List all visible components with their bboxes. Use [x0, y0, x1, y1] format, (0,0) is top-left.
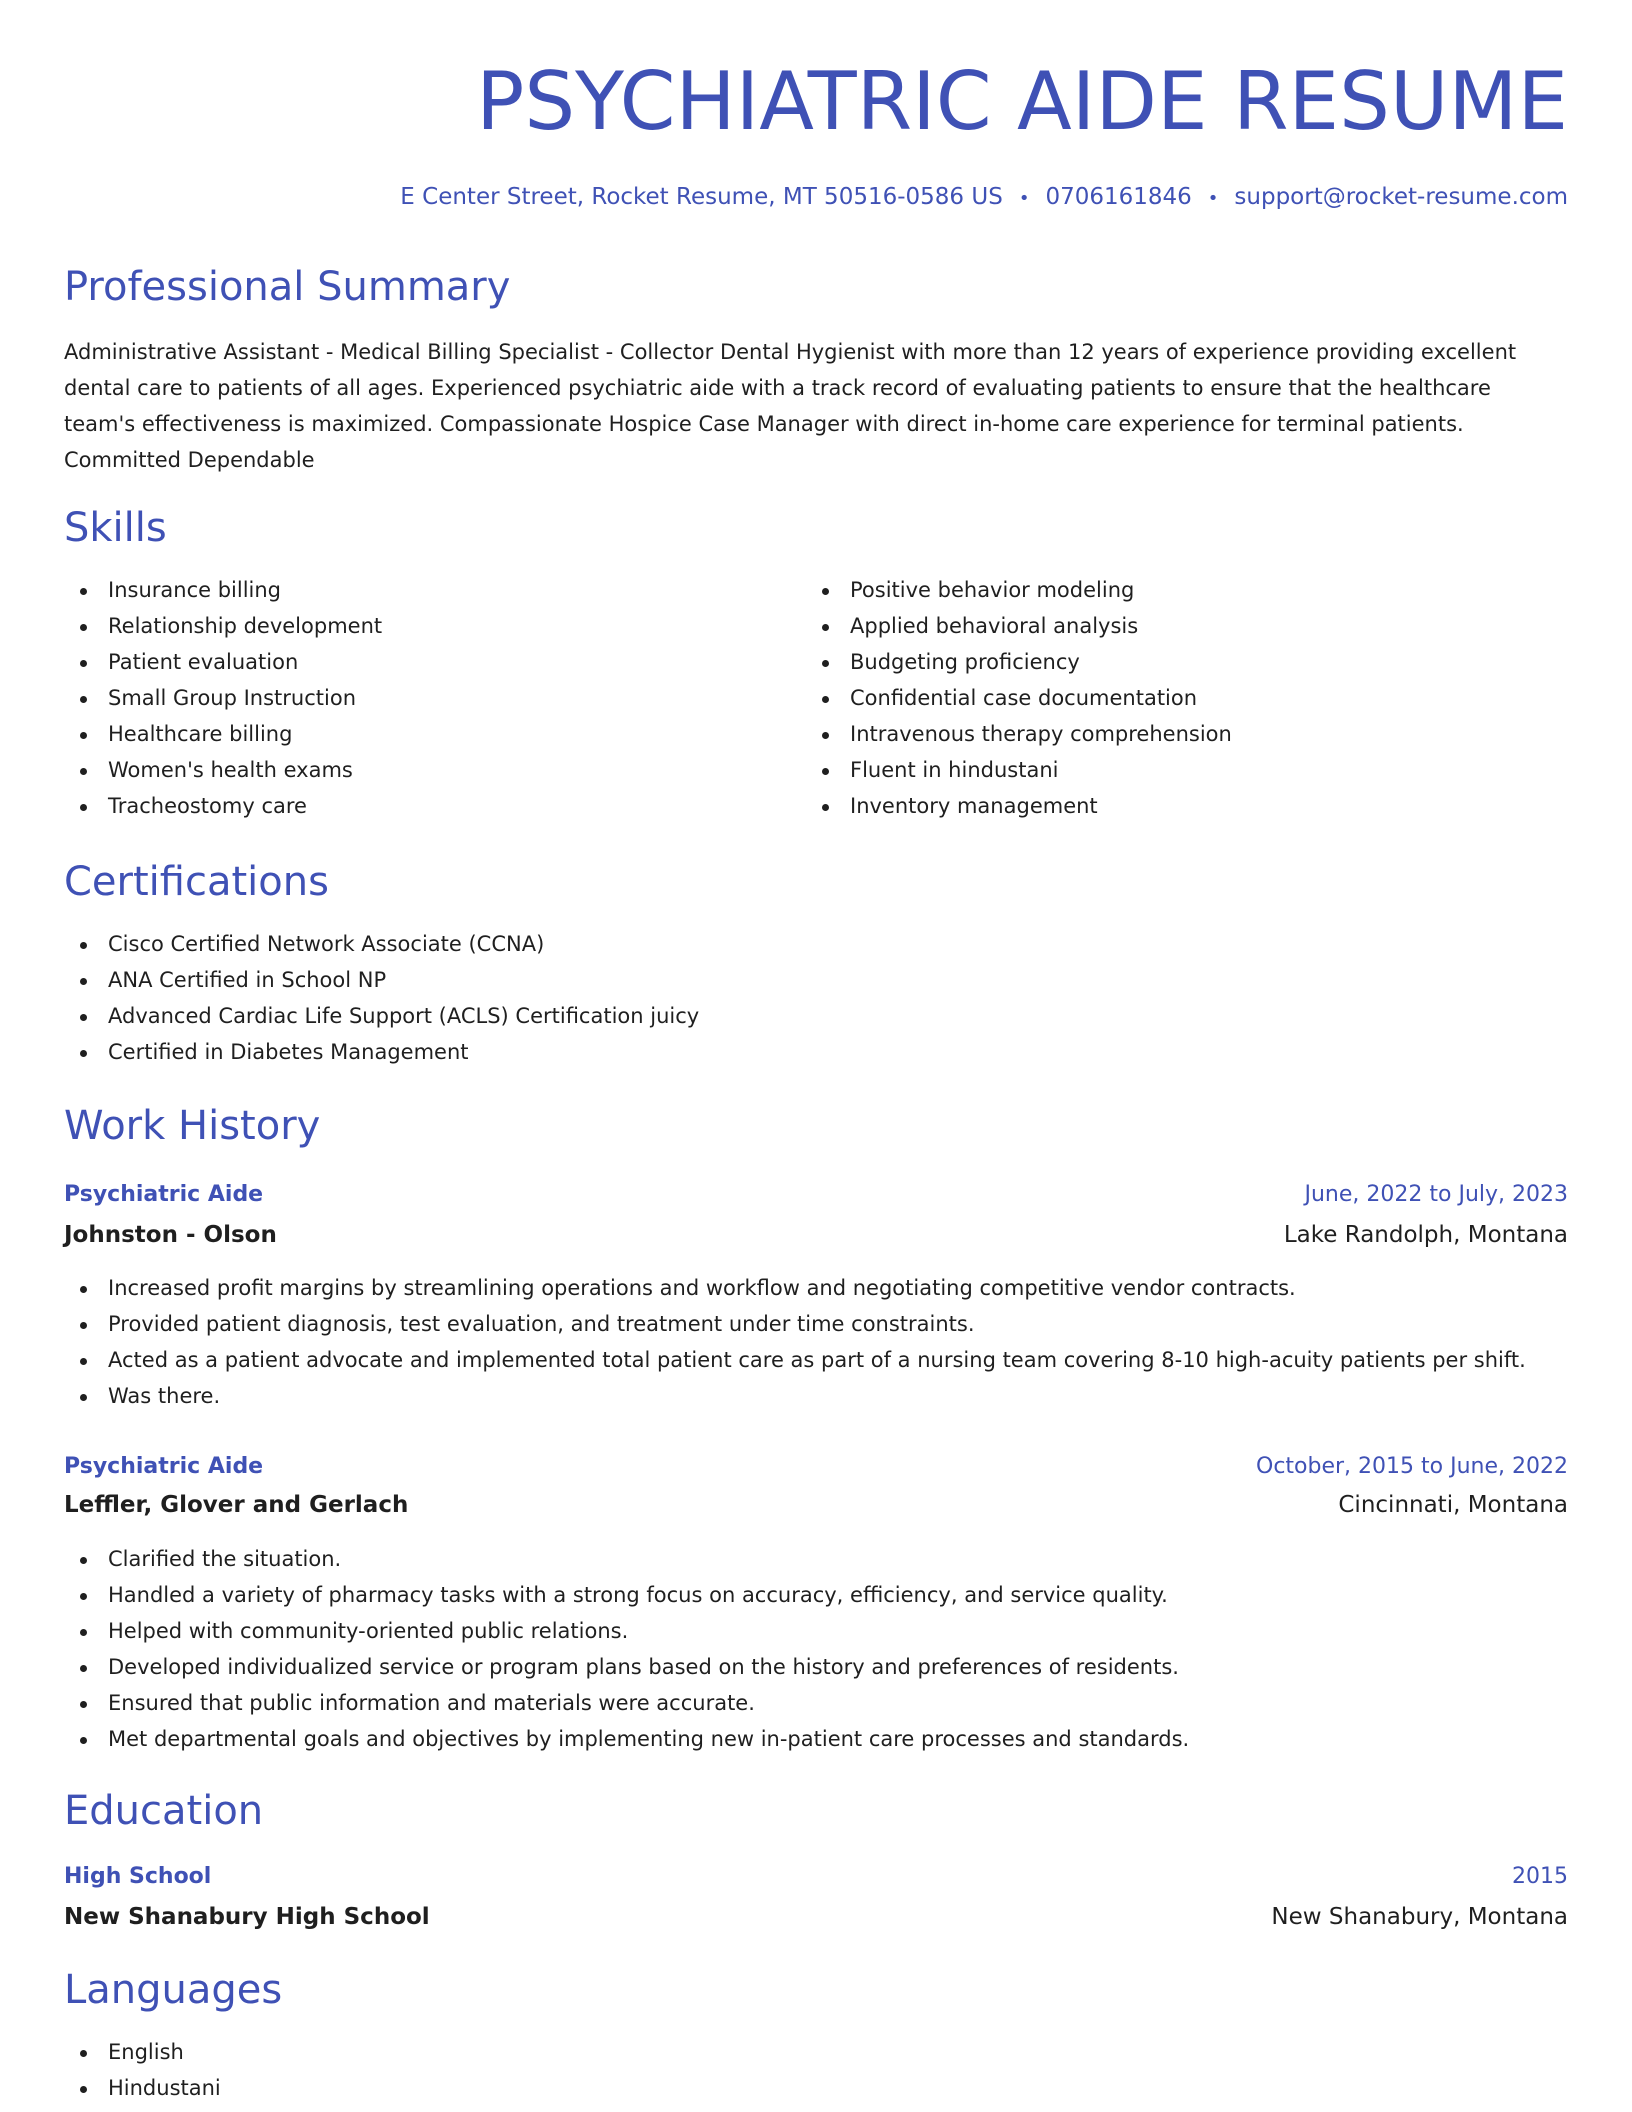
- certifications-list: [64, 926, 699, 1070]
- job-2-employer: [64, 1487, 1568, 1523]
- list-item: Inventory management: [806, 788, 1232, 824]
- certifications-heading: Certifications: [64, 859, 329, 905]
- list-item: Increased profit margins by streamlining operations and workflow and negotiating competitive vendor contracts.: [64, 1270, 1526, 1306]
- work-history-heading: Work History: [64, 1103, 321, 1149]
- education-school-row: [64, 1899, 1568, 1935]
- list-item: Confidential case documentation: [806, 680, 1232, 716]
- list-item: Ensured that public information and materials were accurate.: [64, 1685, 1189, 1721]
- skills-heading: Skills: [64, 505, 167, 551]
- job-dates: October, 2015 to June, 2022: [1256, 1454, 1568, 1479]
- list-item: Insurance billing: [64, 572, 382, 608]
- list-item: Provided patient diagnosis, test evaluation, and treatment under time constraints.: [64, 1306, 1526, 1342]
- job-1-bullets: [64, 1270, 1526, 1414]
- languages-heading: Languages: [64, 1967, 283, 2013]
- job-location: Lake Randolph, Montana: [1283, 1222, 1568, 1248]
- summary-heading: Professional Summary: [64, 264, 511, 310]
- skills-list-right: [806, 572, 1232, 824]
- list-item: Cisco Certified Network Associate (CCNA): [64, 926, 699, 962]
- list-item: Handled a variety of pharmacy tasks with a strong focus on accuracy, efficiency, and service quality.: [64, 1577, 1189, 1613]
- list-item: Certified in Diabetes Management: [64, 1034, 699, 1070]
- list-item: Intravenous therapy comprehension: [806, 716, 1232, 752]
- list-item: Healthcare billing: [64, 716, 382, 752]
- list-item: Clarified the situation.: [64, 1541, 1189, 1577]
- job-1-header: [64, 1177, 1568, 1213]
- list-item: Positive behavior modeling: [806, 572, 1232, 608]
- job-company: Johnston - Olson: [64, 1222, 277, 1248]
- list-item: Women's health exams: [64, 752, 382, 788]
- list-item: Helped with community-oriented public relations.: [64, 1613, 1189, 1649]
- job-company: Leffler, Glover and Gerlach: [64, 1492, 409, 1518]
- job-location: Cincinnati, Montana: [1338, 1492, 1568, 1518]
- list-item: Acted as a patient advocate and implemented total patient care as part of a nursing team covering 8-10 high-acuity patients per shift.: [64, 1342, 1526, 1378]
- list-item: Budgeting proficiency: [806, 644, 1232, 680]
- job-2-bullets: [64, 1541, 1189, 1757]
- list-item: English: [64, 2034, 221, 2070]
- job-2-header: [64, 1449, 1568, 1485]
- list-item: Applied behavioral analysis: [806, 608, 1232, 644]
- contact-phone: 0706161846: [1045, 184, 1192, 210]
- job-title: Psychiatric Aide: [64, 1454, 264, 1479]
- languages-list: [64, 2034, 221, 2106]
- education-degree: High School: [64, 1864, 212, 1889]
- contact-separator: •: [1018, 188, 1030, 209]
- list-item: Was there.: [64, 1378, 1526, 1414]
- list-item: Fluent in hindustani: [806, 752, 1232, 788]
- job-title: Psychiatric Aide: [64, 1182, 264, 1207]
- contact-email: support@rocket-resume.com: [1234, 184, 1568, 210]
- list-item: Relationship development: [64, 608, 382, 644]
- list-item: Small Group Instruction: [64, 680, 382, 716]
- list-item: Met departmental goals and objectives by implementing new in-patient care processes and standards.: [64, 1721, 1189, 1757]
- education-year: 2015: [1512, 1864, 1568, 1889]
- job-dates: June, 2022 to July, 2023: [1304, 1182, 1568, 1207]
- list-item: Developed individualized service or program plans based on the history and preferences of residents.: [64, 1649, 1189, 1685]
- list-item: Tracheostomy care: [64, 788, 382, 824]
- resume-title: PSYCHIATRIC AIDE RESUME: [476, 55, 1568, 148]
- list-item: Hindustani: [64, 2070, 221, 2106]
- contact-separator: •: [1207, 188, 1219, 209]
- education-header: [64, 1859, 1568, 1895]
- list-item: ANA Certified in School NP: [64, 962, 699, 998]
- list-item: Patient evaluation: [64, 644, 382, 680]
- contact-line: [400, 181, 1568, 215]
- summary-text: Administrative Assistant - Medical Billing Specialist - Collector Dental Hygienist with more than 12 years of experience providing excellent dental care to patients of all ages. Experienced psychiatric aide with a track record of evaluating patients to ensure that the healthcare team's effectiveness is maximized. Compassionate Hospice Case Manager with direct in-home care experience for terminal patients. Committed Dependable: [64, 340, 1517, 472]
- education-heading: Education: [64, 1788, 264, 1834]
- education-location: New Shanabury, Montana: [1271, 1904, 1568, 1930]
- job-1-employer: [64, 1217, 1568, 1253]
- skills-list-left: [64, 572, 382, 824]
- contact-address: E Center Street, Rocket Resume, MT 50516-0586 US: [400, 184, 1003, 210]
- education-school: New Shanabury High School: [64, 1904, 430, 1930]
- list-item: Advanced Cardiac Life Support (ACLS) Certification juicy: [64, 998, 699, 1034]
